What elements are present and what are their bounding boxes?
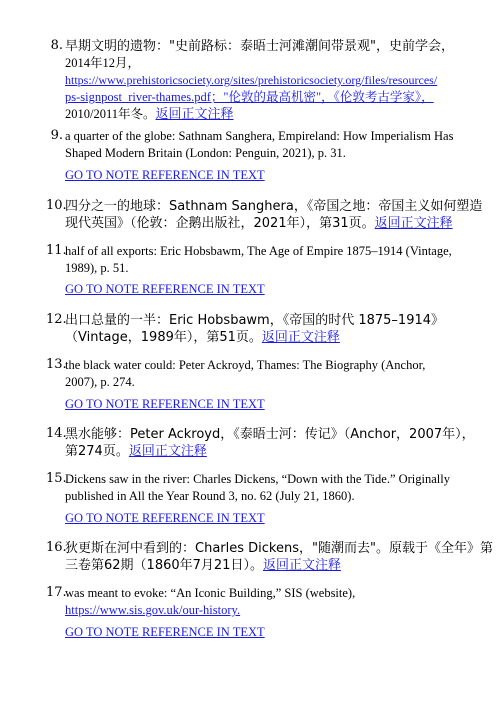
note-text: 第274页。 bbox=[65, 444, 129, 459]
note-text: （Vintage，1989年），第51页。 bbox=[65, 330, 262, 345]
go-to-note-reference-link[interactable]: GO TO NOTE REFERENCE IN TEXT bbox=[65, 625, 265, 639]
note-text: 狄更斯在河中看到的：Charles Dickens，"随潮而去"。原载于《全年》第 bbox=[65, 541, 493, 556]
note-14 bbox=[46, 426, 475, 460]
note-number: 11. bbox=[46, 243, 67, 258]
note-9 bbox=[46, 128, 466, 162]
note-text: published in All the Year Round 3, no. 62 (July 21, 1860). bbox=[65, 489, 355, 503]
note-text: 出口总量的一半：Eric Hobsbawm，《帝国的时代 1875–1914》 bbox=[65, 313, 445, 328]
note-number: 10. bbox=[46, 198, 67, 213]
note-11 bbox=[46, 243, 466, 277]
note-16 bbox=[46, 540, 493, 574]
resource-pdf-link[interactable]: ps-signpost_river-thames.pdf；"伦敦的最高机密"，《伦敦考古学家》， bbox=[65, 90, 434, 104]
note-17 bbox=[46, 585, 466, 619]
note-12 bbox=[46, 312, 466, 346]
go-to-note-reference-link[interactable]: GO TO NOTE REFERENCE IN TEXT bbox=[65, 282, 265, 296]
note-13 bbox=[46, 357, 466, 391]
note-8 bbox=[46, 38, 466, 123]
go-to-note-reference-link[interactable]: GO TO NOTE REFERENCE IN TEXT bbox=[65, 511, 265, 525]
note-text: 2007), p. 274. bbox=[65, 375, 135, 389]
note-text: Dickens saw in the river: Charles Dickens, “Down with the Tide.” Originally bbox=[65, 472, 450, 486]
note-text: 三卷第62期（1860年7月21日）。 bbox=[65, 558, 263, 573]
note-15 bbox=[46, 471, 466, 505]
back-to-text-link[interactable]: 返回正文注释 bbox=[155, 107, 234, 122]
note-text: was meant to evoke: “An Iconic Building,” SIS (website), bbox=[65, 586, 356, 600]
note-text: Shaped Modern Britain (London: Penguin, 2021), p. 31. bbox=[65, 146, 346, 160]
note-10 bbox=[46, 198, 483, 232]
note-text: half of all exports: Eric Hobsbawm, The Age of Empire 1875–1914 (Vintage, bbox=[65, 244, 452, 258]
note-number: 16. bbox=[46, 540, 67, 555]
note-text: 1989), p. 51. bbox=[65, 261, 129, 275]
note-text: the black water could: Peter Ackroyd, Thames: The Biography (Anchor, bbox=[65, 358, 426, 372]
back-to-text-link[interactable]: 返回正文注释 bbox=[128, 444, 207, 459]
note-number: 13. bbox=[46, 357, 67, 372]
note-text: 现代英国》（伦敦：企鹅出版社，2021年），第31页。 bbox=[65, 216, 375, 231]
back-to-text-link[interactable]: 返回正文注释 bbox=[262, 558, 341, 573]
back-to-text-link[interactable]: 返回正文注释 bbox=[261, 330, 340, 345]
go-to-note-reference-link[interactable]: GO TO NOTE REFERENCE IN TEXT bbox=[65, 168, 265, 182]
note-text: 2010/2011年冬。 bbox=[65, 107, 156, 121]
resource-url-link[interactable]: https://www.prehistoricsociety.org/sites/prehistoricsociety.org/files/resources/ bbox=[65, 73, 438, 87]
note-text: 早期文明的遗物："史前路标：泰晤士河滩潮间带景观"，史前学会， bbox=[65, 39, 454, 54]
note-number: 14. bbox=[46, 426, 67, 441]
note-number: 17. bbox=[46, 585, 67, 600]
note-number: 15. bbox=[46, 471, 67, 486]
note-text: a quarter of the globe: Sathnam Sanghera, Empireland: How Imperialism Has bbox=[65, 129, 454, 143]
note-text: 四分之一的地球：Sathnam Sanghera，《帝国之地：帝国主义如何塑造 bbox=[65, 199, 483, 214]
note-text: 黑水能够：Peter Ackroyd，《泰晤士河：传记》（Anchor，2007年）， bbox=[65, 427, 475, 442]
note-number: 12. bbox=[46, 312, 67, 327]
sis-history-link[interactable]: https://www.sis.gov.uk/our-history. bbox=[65, 603, 241, 617]
note-text: 2014年12月， bbox=[65, 56, 141, 70]
back-to-text-link[interactable]: 返回正文注释 bbox=[374, 216, 453, 231]
note-number: 9. bbox=[50, 128, 63, 143]
note-number: 8. bbox=[50, 38, 63, 53]
go-to-note-reference-link[interactable]: GO TO NOTE REFERENCE IN TEXT bbox=[65, 397, 265, 411]
